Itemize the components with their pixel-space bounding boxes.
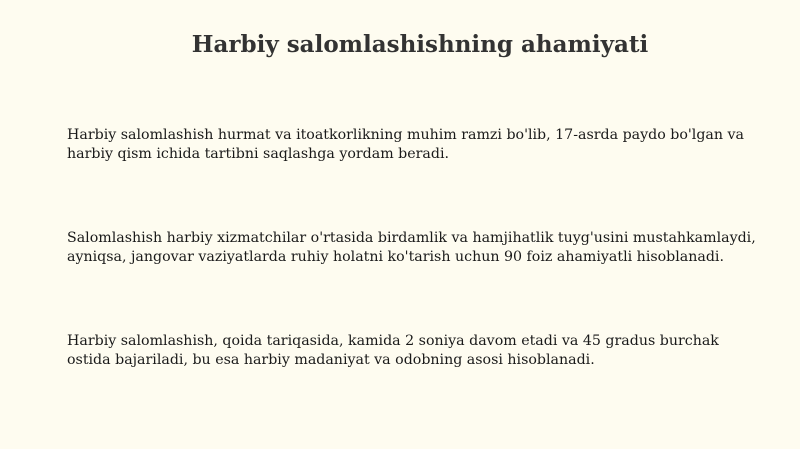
slide-title: Harbiy salomlashishning ahamiyati: [191, 31, 649, 58]
paragraph-execution: Harbiy salomlashish, qoida tariqasida, kamida 2 soniya davom etadi va 45 gradus burchak ostida bajariladi, bu esa harbiy madaniyat va odobning asosi hisoblanadi.: [67, 333, 719, 368]
paragraph-origin: Harbiy salomlashish hurmat va itoatkorlikning muhim ramzi bo'lib, 17-asrda paydo bo'lgan va harbiy qism ichida tartibni saqlashga yordam beradi.: [67, 127, 744, 162]
paragraph-solidarity: Salomlashish harbiy xizmatchilar o'rtasida birdamlik va hamjihatlik tuyg'usini mustahkamlaydi, ayniqsa, jangovar vaziyatlarda ruhiy holatni ko'tarish uchun 90 foiz ahamiyatli hisoblanadi.: [67, 230, 756, 265]
